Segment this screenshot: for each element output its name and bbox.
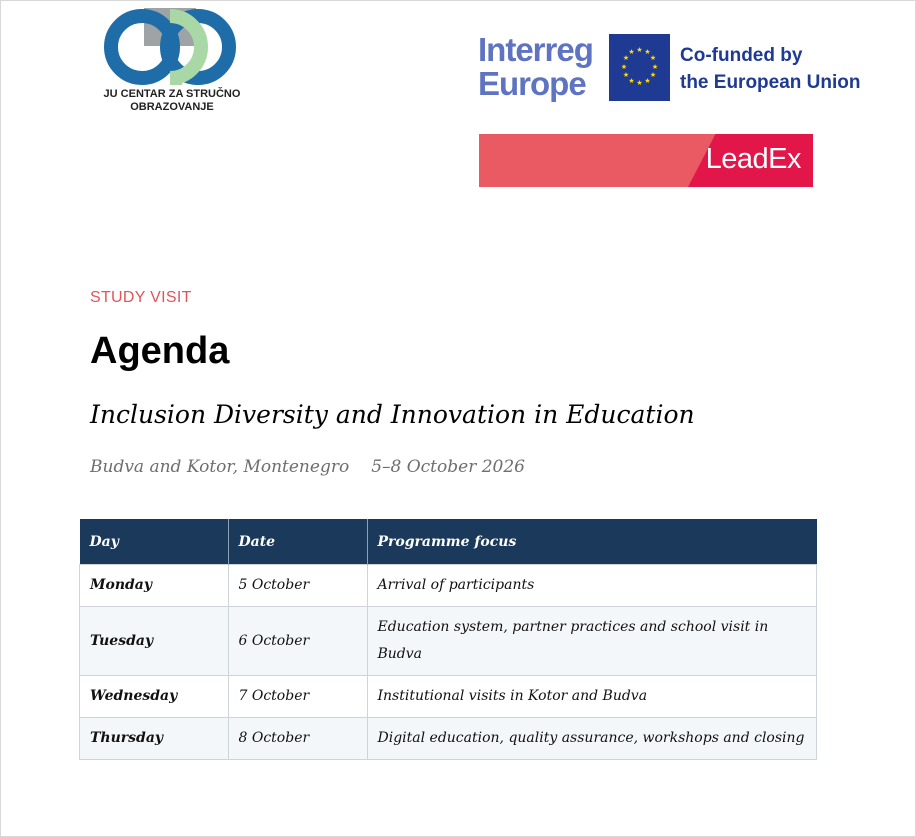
svg-text:★: ★ — [628, 77, 635, 85]
table-row — [80, 565, 817, 607]
column-header-day: Day — [80, 519, 229, 565]
day-cell: Tuesday — [80, 607, 229, 676]
date-cell: 8 October — [228, 718, 367, 760]
leadex-label: LeadEx — [705, 143, 801, 175]
svg-text:★: ★ — [628, 48, 635, 56]
svg-text:★: ★ — [622, 71, 630, 79]
day-cell: Monday — [80, 565, 229, 607]
focus-cell: Arrival of participants — [367, 565, 817, 607]
cso-logo — [104, 8, 236, 86]
date-cell: 7 October — [228, 676, 367, 718]
svg-text:★: ★ — [644, 48, 651, 56]
day-cell: Wednesday — [80, 676, 229, 718]
page-title: Agenda — [90, 330, 230, 372]
date-cell: 5 October — [228, 565, 367, 607]
cso-caption: JU CENTAR ZA STRUČNO OBRAZOVANJE — [103, 88, 241, 113]
focus-cell: Education system, partner practices and school visit in Budva — [367, 607, 817, 676]
svg-text:★: ★ — [649, 54, 657, 62]
focus-cell: Institutional visits in Kotor and Budva — [367, 676, 817, 718]
eu-flag-icon — [609, 34, 670, 101]
table-row — [80, 676, 817, 718]
column-header-date: Date — [228, 519, 367, 565]
subtitle: Inclusion Diversity and Innovation in Education — [90, 400, 695, 429]
cofunded-label: Co-funded by the European Union — [680, 45, 861, 93]
focus-cell: Digital education, quality assurance, workshops and closing — [367, 718, 817, 760]
svg-text:★: ★ — [636, 46, 643, 54]
svg-text:★: ★ — [636, 79, 643, 87]
table-header-row — [80, 519, 817, 565]
svg-text:★: ★ — [649, 71, 657, 79]
svg-text:★: ★ — [620, 63, 628, 71]
column-header-focus: Programme focus — [367, 519, 817, 565]
table-row — [80, 718, 817, 760]
location-line — [90, 457, 525, 477]
agenda-table — [79, 519, 817, 760]
event-dates: 5–8 October 2026 — [371, 457, 525, 477]
svg-text:★: ★ — [651, 63, 659, 71]
eyebrow: STUDY VISIT — [90, 289, 192, 306]
date-cell: 6 October — [228, 607, 367, 676]
interreg-logo: Interreg Europe — [478, 31, 593, 102]
location: Budva and Kotor, Montenegro — [90, 457, 350, 477]
svg-text:★: ★ — [622, 54, 630, 62]
day-cell: Thursday — [80, 718, 229, 760]
svg-text:★: ★ — [644, 77, 651, 85]
leadex-banner — [479, 134, 813, 187]
table-row — [80, 607, 817, 676]
